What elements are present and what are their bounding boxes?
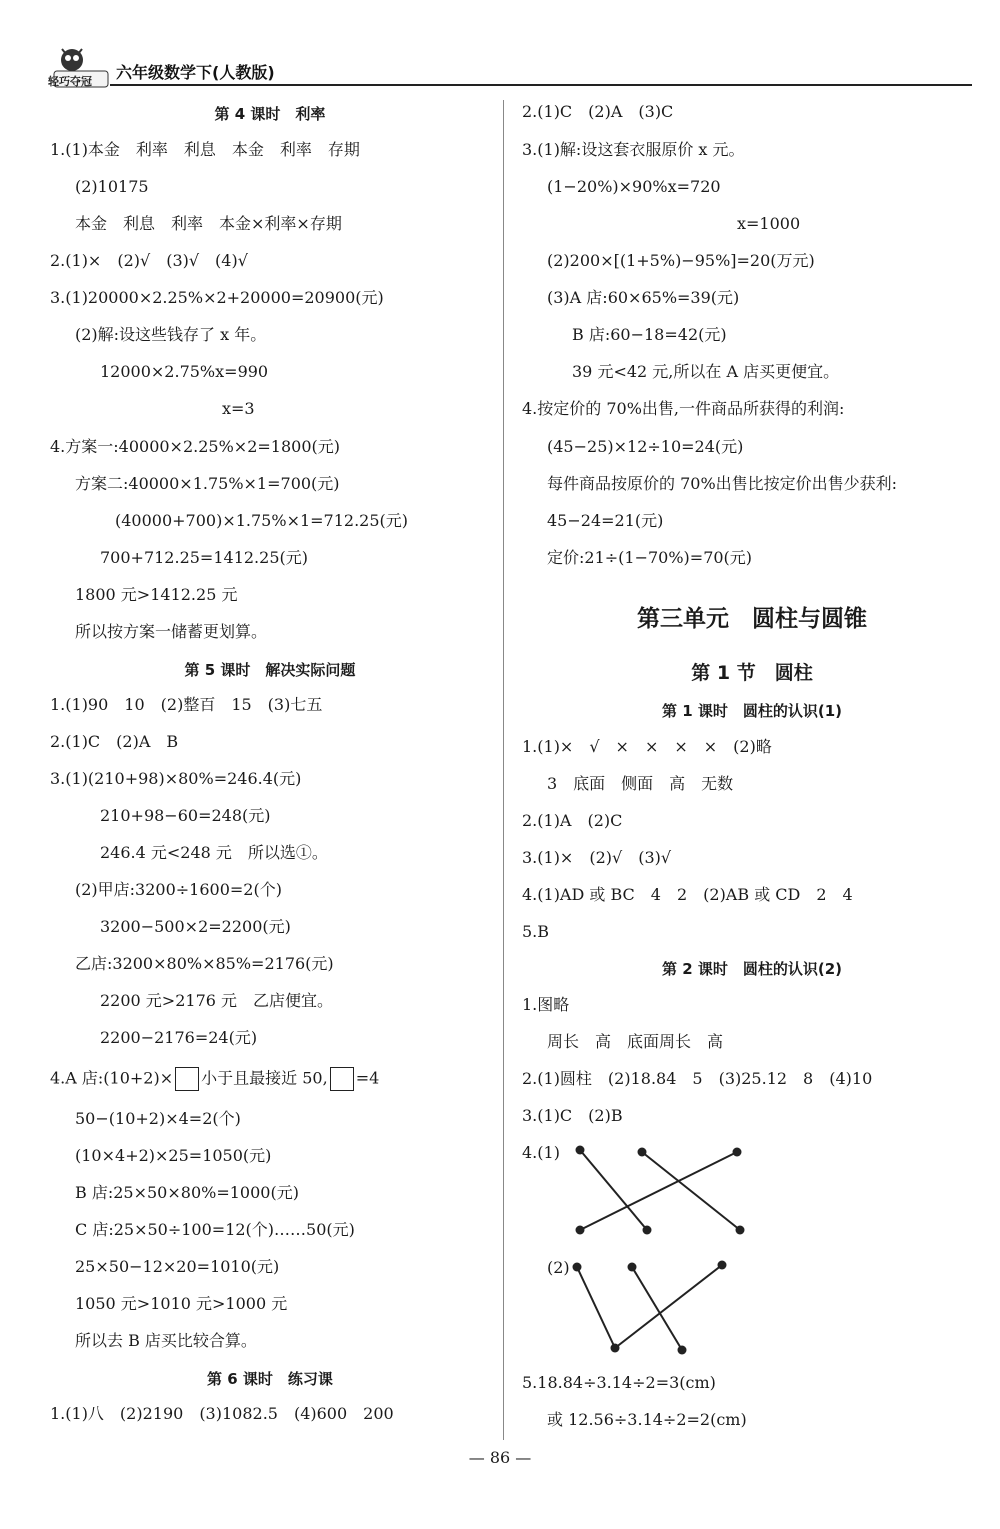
lesson-title: 第 1 课时 圆柱的认识(1) (661, 702, 843, 720)
page-number: — 86 — (468, 1448, 532, 1467)
connector-line (632, 1267, 682, 1350)
matching-diagram-2 (522, 95, 982, 1395)
blank-box (175, 1067, 199, 1091)
answer-line: 1.(1)× √ × × × × (2)略 (522, 737, 772, 756)
match-dot (718, 1261, 727, 1270)
answer-line: 所以按方案一储蓄更划算。 (75, 622, 268, 641)
answer-line: 定价:21÷(1−70%)=70(元) (547, 548, 753, 567)
match-dot (611, 1344, 620, 1353)
answer-line: 乙店:3200×80%×85%=2176(元) (75, 954, 334, 973)
diagram-2-lines (577, 1265, 722, 1350)
answer-line: (1−20%)×90%x=720 (547, 177, 721, 196)
answer-line: x=1000 (737, 214, 801, 233)
book-title: 六年级数学下(人教版) (116, 63, 275, 82)
answer-line: 或 12.56÷3.14÷2=2(cm) (547, 1410, 747, 1429)
answer-line: B 店:60−18=42(元) (572, 325, 727, 344)
answer-line: 39 元<42 元,所以在 A 店买更便宜。 (572, 362, 840, 381)
answer-line: 2.(1)圆柱 (2)18.84 5 (3)25.12 8 (4)10 (522, 1069, 873, 1088)
answer-line: 1.图略 (522, 995, 570, 1014)
answer-line: B 店:25×50×80%=1000(元) (75, 1183, 299, 1202)
answer-line: 700+712.25=1412.25(元) (100, 548, 308, 567)
answer-line: 4.(1)AD 或 BC 4 2 (2)AB 或 CD 2 4 (522, 885, 853, 904)
match-dot (678, 1346, 687, 1355)
answer-line: 3.(1)C (2)B (522, 1106, 623, 1125)
answer-line: (10×4+2)×25=1050(元) (75, 1146, 272, 1165)
answer-line: 2.(1)× (2)√ (3)√ (4)√ (50, 251, 248, 270)
lesson-title: 第 5 课时 解决实际问题 (184, 661, 356, 679)
answer-line: 3 底面 侧面 高 无数 (547, 774, 734, 793)
answer-text: 4.A 店:(10+2)× (50, 1068, 174, 1088)
page-header (40, 40, 975, 92)
lesson-title: 第 2 课时 圆柱的认识(2) (661, 960, 843, 978)
answer-line: 1050 元>1010 元>1000 元 (75, 1294, 288, 1313)
answer-line: 2200 元>2176 元 乙店便宜。 (100, 991, 334, 1010)
answer-line: 210+98−60=248(元) (100, 806, 271, 825)
lesson-title: 第 4 课时 利率 (214, 105, 326, 123)
answer-line: 2.(1)A (2)C (522, 811, 623, 830)
answer-line: 3.(1)解:设这套衣服原价 x 元。 (522, 140, 745, 159)
answer-line: 4.方案一:40000×2.25%×2=1800(元) (50, 437, 340, 456)
answer-line: (2)甲店:3200÷1600=2(个) (75, 880, 282, 899)
answer-line: 5.18.84÷3.14÷2=3(cm) (522, 1373, 716, 1392)
answer-line: (2)解:设这些钱存了 x 年。 (75, 325, 267, 344)
answer-line: 5.B (522, 922, 550, 941)
answer-line: 3.(1)20000×2.25%×2+20000=20900(元) (50, 288, 384, 307)
answer-line: 周长 高 底面周长 高 (547, 1032, 724, 1051)
answer-text: 小于且最接近 50, (201, 1068, 328, 1088)
answer-line (50, 1067, 379, 1091)
column-divider (503, 100, 504, 1440)
header-rule (110, 84, 972, 86)
answer-line: 4.按定价的 70%出售,一件商品所获得的利润: (522, 399, 845, 418)
answer-line: 本金 利息 利率 本金×利率×存期 (75, 214, 342, 233)
answer-line: 所以去 B 店买比较合算。 (75, 1331, 257, 1350)
answer-line: 1.(1)本金 利率 利息 本金 利率 存期 (50, 140, 360, 159)
answer-line: 3200−500×2=2200(元) (100, 917, 291, 936)
answer-line: (2) (547, 1258, 570, 1277)
answer-line: x=3 (222, 399, 255, 418)
answer-line: C 店:25×50÷100=12(个)……50(元) (75, 1220, 355, 1239)
connector-line (615, 1265, 722, 1348)
answer-line: (2)10175 (75, 177, 149, 196)
answer-line: (45−25)×12÷10=24(元) (547, 437, 744, 456)
answer-line: 3.(1)× (2)√ (3)√ (522, 848, 672, 867)
answer-line: 每件商品按原价的 70%出售比按定价出售少获利: (547, 474, 898, 493)
match-dot (628, 1263, 637, 1272)
answer-line: 246.4 元<248 元 所以选①。 (100, 843, 328, 862)
answer-line: 1800 元>1412.25 元 (75, 585, 238, 604)
answer-line: 45−24=21(元) (547, 511, 664, 530)
answer-line: 2.(1)C (2)A (3)C (522, 102, 674, 121)
blank-box (330, 1067, 354, 1091)
answer-line: 1.(1)八 (2)2190 (3)1082.5 (4)600 200 (50, 1404, 394, 1423)
answer-line: 4.(1) (522, 1143, 560, 1162)
lesson-title: 第 6 课时 练习课 (207, 1370, 333, 1388)
answer-text: =4 (355, 1068, 380, 1088)
unit-title: 第三单元 圆柱与圆锥 (637, 606, 867, 632)
answer-line: (2)200×[(1+5%)−95%]=20(万元) (547, 251, 815, 270)
match-dot (573, 1263, 582, 1272)
answer-line: 方案二:40000×1.75%×1=700(元) (75, 474, 340, 493)
answer-line: 25×50−12×20=1010(元) (75, 1257, 280, 1276)
answer-line: 1.(1)90 10 (2)整百 15 (3)七五 (50, 695, 323, 714)
answer-line: (40000+700)×1.75%×1=712.25(元) (115, 511, 409, 530)
answer-line: 3.(1)(210+98)×80%=246.4(元) (50, 769, 302, 788)
answer-line: 50−(10+2)×4=2(个) (75, 1109, 241, 1128)
connector-line (577, 1267, 615, 1348)
answer-line: 2.(1)C (2)A B (50, 732, 179, 751)
answer-line: (3)A 店:60×65%=39(元) (547, 288, 740, 307)
answer-line: 12000×2.75%x=990 (100, 362, 269, 381)
logo-text: 轻巧夺冠 (48, 75, 92, 88)
section-title: 第 1 节 圆柱 (691, 662, 813, 684)
answer-line: 2200−2176=24(元) (100, 1028, 258, 1047)
